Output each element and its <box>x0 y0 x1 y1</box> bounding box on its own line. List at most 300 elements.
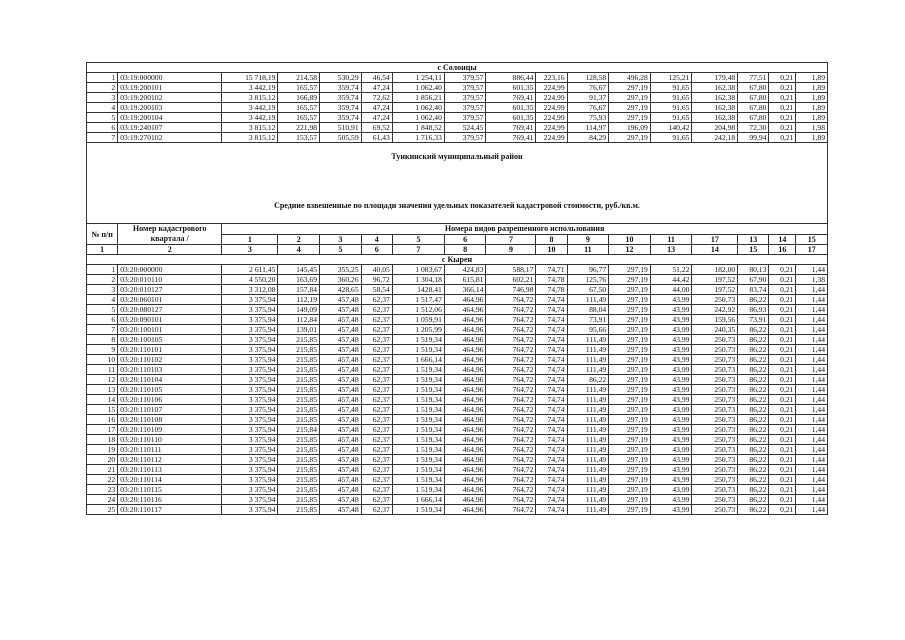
value-cell: 464,96 <box>444 405 486 415</box>
value-cell: 457,48 <box>320 425 362 435</box>
value-cell: 464,96 <box>444 465 486 475</box>
value-cell: 3 375,94 <box>222 305 278 315</box>
value-cell: 91,37 <box>567 93 609 103</box>
value-cell: 240,35 <box>692 325 738 335</box>
column-number: 15 <box>738 245 769 255</box>
value-cell: 197,52 <box>692 285 738 295</box>
table-row <box>87 355 828 365</box>
table-row <box>87 73 828 83</box>
value-cell: 75,93 <box>567 113 609 123</box>
value-cell: 1 519,34 <box>392 365 444 375</box>
column-number: 11 <box>567 245 609 255</box>
value-cell: 297,19 <box>609 405 651 415</box>
row-number: 25 <box>87 505 118 515</box>
value-cell: 62,37 <box>361 305 392 315</box>
location-name: с Кырен <box>87 255 828 265</box>
value-cell: 360,26 <box>320 275 362 285</box>
value-cell: 1,98 <box>796 123 828 133</box>
value-cell: 215,85 <box>278 495 320 505</box>
column-number: 14 <box>692 245 738 255</box>
value-cell: 1,44 <box>796 405 828 415</box>
value-cell: 297,19 <box>609 83 651 93</box>
row-number: 1 <box>87 73 118 83</box>
value-cell: 1,44 <box>796 285 828 295</box>
value-cell: 111,49 <box>567 405 609 415</box>
value-cell: 297,19 <box>609 265 651 275</box>
value-cell: 297,19 <box>609 465 651 475</box>
value-cell: 250,73 <box>692 435 738 445</box>
value-cell: 86,22 <box>738 445 769 455</box>
cadastral-quarter: 03:20:010110 <box>118 275 222 285</box>
value-cell: 157,84 <box>278 285 320 295</box>
value-cell: 204,98 <box>692 123 738 133</box>
value-cell: 0,21 <box>769 415 796 425</box>
value-cell: 297,19 <box>609 315 651 325</box>
value-cell: 140,42 <box>650 123 692 133</box>
value-cell: 111,49 <box>567 455 609 465</box>
cadastral-quarter: 03:20:090101 <box>118 315 222 325</box>
value-cell: 464,96 <box>444 425 486 435</box>
value-cell: 588,17 <box>486 265 536 275</box>
value-cell: 297,19 <box>609 485 651 495</box>
cadastral-quarter: 03:19:240107 <box>118 123 222 133</box>
value-cell: 1,44 <box>796 415 828 425</box>
cadastral-quarter: 03:20:110112 <box>118 455 222 465</box>
value-cell: 74,74 <box>536 485 567 495</box>
value-cell: 297,19 <box>609 295 651 305</box>
value-cell: 0,21 <box>769 305 796 315</box>
cadastral-quarter: 03:19:200104 <box>118 113 222 123</box>
value-cell: 1,44 <box>796 435 828 445</box>
value-cell: 111,49 <box>567 385 609 395</box>
value-cell: 111,49 <box>567 335 609 345</box>
value-cell: 1,89 <box>796 93 828 103</box>
value-cell: 464,96 <box>444 295 486 305</box>
value-cell: 297,19 <box>609 455 651 465</box>
value-cell: 359,74 <box>320 113 362 123</box>
value-cell: 297,19 <box>609 475 651 485</box>
table-row <box>87 385 828 395</box>
value-cell: 250,73 <box>692 485 738 495</box>
table-body <box>87 224 828 515</box>
row-number: 2 <box>87 83 118 93</box>
value-cell: 764,72 <box>486 325 536 335</box>
title-band <box>86 143 828 223</box>
value-cell: 297,19 <box>609 345 651 355</box>
value-cell: 297,19 <box>609 285 651 295</box>
value-cell: 615,81 <box>444 275 486 285</box>
value-cell: 764,72 <box>486 485 536 495</box>
value-cell: 464,96 <box>444 315 486 325</box>
table-row <box>87 365 828 375</box>
value-cell: 505,59 <box>320 133 362 143</box>
value-cell: 464,96 <box>444 475 486 485</box>
value-cell: 0,21 <box>769 445 796 455</box>
value-cell: 886,44 <box>486 73 536 83</box>
value-cell: 1 304,18 <box>392 275 444 285</box>
value-cell: 1,89 <box>796 103 828 113</box>
value-cell: 457,48 <box>320 325 362 335</box>
value-cell: 464,96 <box>444 375 486 385</box>
value-cell: 43,99 <box>650 445 692 455</box>
value-cell: 457,48 <box>320 405 362 415</box>
row-number: 16 <box>87 415 118 425</box>
value-cell: 3 375,94 <box>222 335 278 345</box>
row-number: 18 <box>87 435 118 445</box>
value-cell: 764,72 <box>486 455 536 465</box>
type-number: 5 <box>392 234 444 245</box>
value-cell: 1 519,34 <box>392 375 444 385</box>
value-cell: 3 442,19 <box>222 103 278 113</box>
cadastral-quarter: 03:20:110108 <box>118 415 222 425</box>
value-cell: 3 815,12 <box>222 93 278 103</box>
value-cell: 464,96 <box>444 505 486 515</box>
value-cell: 250,73 <box>692 455 738 465</box>
value-cell: 1 519,34 <box>392 425 444 435</box>
value-cell: 1,44 <box>796 375 828 385</box>
value-cell: 457,48 <box>320 305 362 315</box>
value-cell: 250,73 <box>692 385 738 395</box>
row-number: 17 <box>87 425 118 435</box>
value-cell: 125,76 <box>567 275 609 285</box>
value-cell: 43,99 <box>650 335 692 345</box>
value-cell: 496,28 <box>609 73 651 83</box>
value-cell: 601,35 <box>486 103 536 113</box>
table-row <box>87 445 828 455</box>
value-cell: 250,73 <box>692 365 738 375</box>
value-cell: 3 375,94 <box>222 445 278 455</box>
value-cell: 379,57 <box>444 133 486 143</box>
row-number: 12 <box>87 375 118 385</box>
value-cell: 67,80 <box>738 113 769 123</box>
value-cell: 764,72 <box>486 385 536 395</box>
value-cell: 74,74 <box>536 495 567 505</box>
value-cell: 0,21 <box>769 265 796 275</box>
value-cell: 139,01 <box>278 325 320 335</box>
value-cell: 250,73 <box>692 395 738 405</box>
value-cell: 43,99 <box>650 465 692 475</box>
value-cell: 0,21 <box>769 325 796 335</box>
value-cell: 215,85 <box>278 335 320 345</box>
value-cell: 91,65 <box>650 103 692 113</box>
value-cell: 179,48 <box>692 73 738 83</box>
cadastral-quarter: 03:20:060101 <box>118 295 222 305</box>
value-cell: 1,44 <box>796 495 828 505</box>
cadastral-quarter: 03:19:270102 <box>118 133 222 143</box>
value-cell: 221,98 <box>278 123 320 133</box>
value-cell: 3 375,94 <box>222 425 278 435</box>
value-cell: 1 666,14 <box>392 495 444 505</box>
value-cell: 1 519,34 <box>392 505 444 515</box>
row-number: 7 <box>87 133 118 143</box>
value-cell: 1 519,34 <box>392 385 444 395</box>
value-cell: 457,48 <box>320 295 362 305</box>
value-cell: 83,74 <box>738 285 769 295</box>
table-row <box>87 305 828 315</box>
cadastral-quarter: 03:20:110114 <box>118 475 222 485</box>
row-number: 3 <box>87 93 118 103</box>
value-cell: 250,73 <box>692 425 738 435</box>
value-cell: 464,96 <box>444 305 486 315</box>
type-number: 14 <box>769 234 796 245</box>
value-cell: 297,19 <box>609 103 651 113</box>
value-cell: 0,21 <box>769 425 796 435</box>
value-cell: 91,65 <box>650 133 692 143</box>
value-cell: 3 442,19 <box>222 113 278 123</box>
column-number: 6 <box>361 245 392 255</box>
value-cell: 74,74 <box>536 465 567 475</box>
value-cell: 379,57 <box>444 113 486 123</box>
value-cell: 530,29 <box>320 73 362 83</box>
table-body <box>87 63 828 143</box>
value-cell: 47,24 <box>361 103 392 113</box>
value-cell: 149,09 <box>278 305 320 315</box>
value-cell: 74,71 <box>536 265 567 275</box>
value-cell: 250,73 <box>692 405 738 415</box>
value-cell: 69,52 <box>361 123 392 133</box>
value-cell: 44,42 <box>650 275 692 285</box>
value-cell: 1,89 <box>796 113 828 123</box>
value-cell: 51,22 <box>650 265 692 275</box>
value-cell: 215,85 <box>278 455 320 465</box>
row-number: 5 <box>87 305 118 315</box>
value-cell: 162,38 <box>692 113 738 123</box>
value-cell: 764,72 <box>486 495 536 505</box>
table-row <box>87 505 828 515</box>
value-cell: 215,85 <box>278 415 320 425</box>
value-cell: 163,69 <box>278 275 320 285</box>
value-cell: 73,91 <box>567 315 609 325</box>
value-cell: 297,19 <box>609 495 651 505</box>
value-cell: 74,74 <box>536 315 567 325</box>
column-number: 12 <box>609 245 651 255</box>
value-cell: 215,85 <box>278 355 320 365</box>
value-cell: 43,99 <box>650 435 692 445</box>
value-cell: 297,19 <box>609 425 651 435</box>
value-cell: 1 517,47 <box>392 295 444 305</box>
value-cell: 86,22 <box>738 415 769 425</box>
value-cell: 601,35 <box>486 83 536 93</box>
type-number: 1 <box>222 234 278 245</box>
value-cell: 145,45 <box>278 265 320 275</box>
cadastral-quarter: 03:19:200102 <box>118 93 222 103</box>
value-cell: 0,21 <box>769 465 796 475</box>
value-cell: 91,65 <box>650 113 692 123</box>
value-cell: 1 519,34 <box>392 475 444 485</box>
value-cell: 0,21 <box>769 285 796 295</box>
value-cell: 764,72 <box>486 345 536 355</box>
value-cell: 95,66 <box>567 325 609 335</box>
value-cell: 86,22 <box>738 465 769 475</box>
value-cell: 43,99 <box>650 485 692 495</box>
value-cell: 464,96 <box>444 385 486 395</box>
value-cell: 86,22 <box>738 505 769 515</box>
value-cell: 457,48 <box>320 355 362 365</box>
value-cell: 62,37 <box>361 455 392 465</box>
value-cell: 1,44 <box>796 335 828 345</box>
cadastral-quarter: 03:20:010127 <box>118 285 222 295</box>
value-cell: 3 375,94 <box>222 365 278 375</box>
value-cell: 74,74 <box>536 325 567 335</box>
value-cell: 0,21 <box>769 395 796 405</box>
value-cell: 43,99 <box>650 345 692 355</box>
value-cell: 86,22 <box>738 425 769 435</box>
table-row <box>87 465 828 475</box>
value-cell: 1428,41 <box>392 285 444 295</box>
value-cell: 215,85 <box>278 395 320 405</box>
column-number: 10 <box>536 245 567 255</box>
value-cell: 0,21 <box>769 123 796 133</box>
value-cell: 250,73 <box>692 445 738 455</box>
value-cell: 215,85 <box>278 365 320 375</box>
value-cell: 379,57 <box>444 73 486 83</box>
value-cell: 1,44 <box>796 355 828 365</box>
district-title: Тункинский муниципальный район <box>391 152 523 161</box>
value-cell: 764,72 <box>486 465 536 475</box>
value-cell: 76,67 <box>567 103 609 113</box>
value-cell: 457,48 <box>320 415 362 425</box>
column-number: 5 <box>320 245 362 255</box>
value-cell: 62,37 <box>361 495 392 505</box>
row-number: 5 <box>87 113 118 123</box>
value-cell: 3 375,94 <box>222 355 278 365</box>
value-cell: 62,37 <box>361 365 392 375</box>
value-cell: 764,72 <box>486 305 536 315</box>
value-cell: 215,85 <box>278 475 320 485</box>
row-number: 23 <box>87 485 118 495</box>
value-cell: 769,41 <box>486 123 536 133</box>
value-cell: 62,37 <box>361 435 392 445</box>
value-cell: 1,89 <box>796 133 828 143</box>
table-subtitle: Средние взвешенные по площади значения удельных показателей кадастровой стоимости, руб./кв.м. <box>274 201 640 210</box>
value-cell: 457,48 <box>320 455 362 465</box>
value-cell: 43,99 <box>650 415 692 425</box>
value-cell: 224,99 <box>536 103 567 113</box>
row-number: 13 <box>87 385 118 395</box>
value-cell: 1,44 <box>796 325 828 335</box>
value-cell: 764,72 <box>486 395 536 405</box>
value-cell: 457,48 <box>320 465 362 475</box>
value-cell: 250,73 <box>692 495 738 505</box>
value-cell: 424,83 <box>444 265 486 275</box>
value-cell: 602,21 <box>486 275 536 285</box>
value-cell: 61,43 <box>361 133 392 143</box>
value-cell: 0,21 <box>769 375 796 385</box>
row-number: 9 <box>87 345 118 355</box>
value-cell: 379,57 <box>444 103 486 113</box>
value-cell: 764,72 <box>486 435 536 445</box>
cadastral-quarter: 03:20:110101 <box>118 345 222 355</box>
value-cell: 1,44 <box>796 485 828 495</box>
value-cell: 74,74 <box>536 395 567 405</box>
value-cell: 464,96 <box>444 345 486 355</box>
value-cell: 215,85 <box>278 345 320 355</box>
value-cell: 1 519,34 <box>392 405 444 415</box>
value-cell: 166,89 <box>278 93 320 103</box>
value-cell: 524,45 <box>444 123 486 133</box>
value-cell: 0,21 <box>769 365 796 375</box>
type-number: 6 <box>444 234 486 245</box>
value-cell: 457,48 <box>320 495 362 505</box>
value-cell: 464,96 <box>444 395 486 405</box>
value-cell: 73,91 <box>738 315 769 325</box>
row-number: 7 <box>87 325 118 335</box>
value-cell: 62,37 <box>361 405 392 415</box>
column-number: 2 <box>118 245 222 255</box>
value-cell: 457,48 <box>320 315 362 325</box>
value-cell: 250,73 <box>692 295 738 305</box>
value-cell: 47,24 <box>361 113 392 123</box>
value-cell: 457,48 <box>320 385 362 395</box>
value-cell: 162,38 <box>692 103 738 113</box>
row-number: 2 <box>87 275 118 285</box>
value-cell: 3 375,94 <box>222 475 278 485</box>
cadastral-quarter: 03:19:200103 <box>118 103 222 113</box>
value-cell: 764,72 <box>486 335 536 345</box>
value-cell: 215,85 <box>278 505 320 515</box>
row-number: 10 <box>87 355 118 365</box>
value-cell: 464,96 <box>444 495 486 505</box>
cadastral-quarter: 03:20:110104 <box>118 375 222 385</box>
value-cell: 111,49 <box>567 395 609 405</box>
row-number: 15 <box>87 405 118 415</box>
value-cell: 0,21 <box>769 315 796 325</box>
value-cell: 111,49 <box>567 415 609 425</box>
value-cell: 242,18 <box>692 133 738 143</box>
value-cell: 67,90 <box>738 275 769 285</box>
value-cell: 3 375,94 <box>222 485 278 495</box>
value-cell: 1 519,34 <box>392 445 444 455</box>
row-number: 14 <box>87 395 118 405</box>
table-row <box>87 275 828 285</box>
value-cell: 250,73 <box>692 375 738 385</box>
row-number: 8 <box>87 335 118 345</box>
value-cell: 111,49 <box>567 505 609 515</box>
table-kyren <box>86 223 828 515</box>
value-cell: 125,21 <box>650 73 692 83</box>
row-number: 11 <box>87 365 118 375</box>
value-cell: 46,54 <box>361 73 392 83</box>
value-cell: 464,96 <box>444 485 486 495</box>
type-number: 17 <box>692 234 738 245</box>
value-cell: 74,74 <box>536 305 567 315</box>
value-cell: 0,21 <box>769 113 796 123</box>
table-row <box>87 285 828 295</box>
table-row <box>87 455 828 465</box>
value-cell: 224,99 <box>536 133 567 143</box>
value-cell: 3 375,94 <box>222 465 278 475</box>
value-cell: 74,78 <box>536 275 567 285</box>
value-cell: 74,74 <box>536 435 567 445</box>
header-quarter: Номер кадастрового квартала / <box>118 224 222 245</box>
value-cell: 0,21 <box>769 435 796 445</box>
value-cell: 457,48 <box>320 375 362 385</box>
value-cell: 62,37 <box>361 355 392 365</box>
type-number: 13 <box>738 234 769 245</box>
value-cell: 86,22 <box>738 435 769 445</box>
value-cell: 43,99 <box>650 405 692 415</box>
type-number: 3 <box>320 234 362 245</box>
value-cell: 764,72 <box>486 315 536 325</box>
row-number: 22 <box>87 475 118 485</box>
value-cell: 297,19 <box>609 335 651 345</box>
value-cell: 215,85 <box>278 485 320 495</box>
value-cell: 0,21 <box>769 495 796 505</box>
cadastral-quarter: 03:20:110113 <box>118 465 222 475</box>
value-cell: 74,74 <box>536 405 567 415</box>
value-cell: 1,44 <box>796 295 828 305</box>
table-row <box>87 133 828 143</box>
